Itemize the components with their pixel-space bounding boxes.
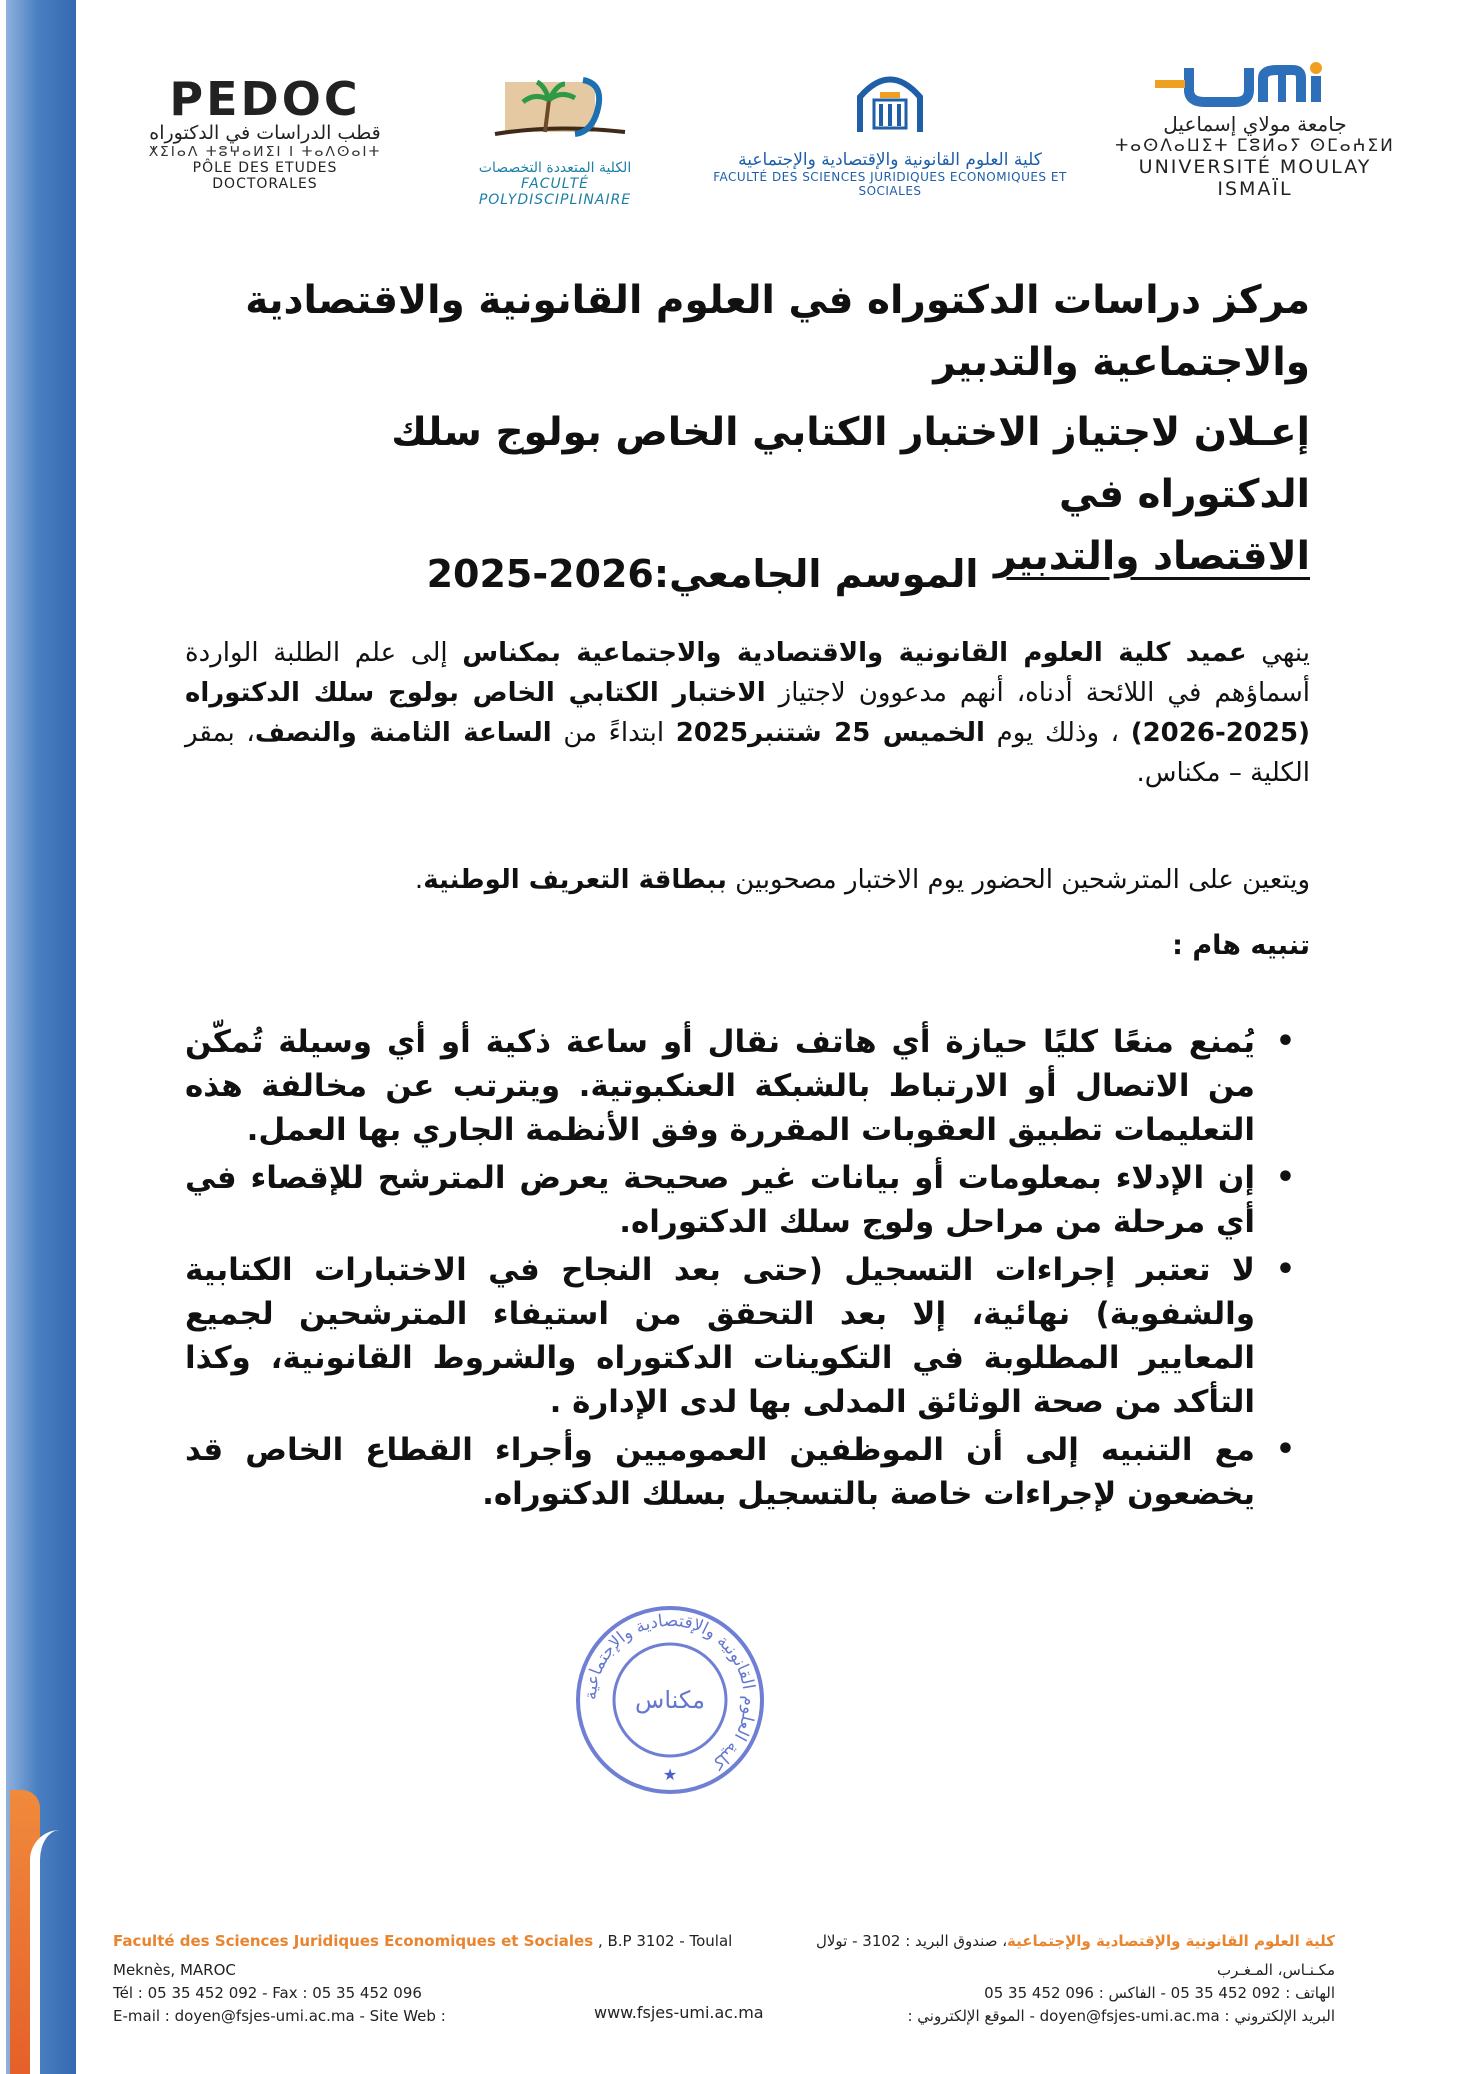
umi-arabic: جامعة مولاي إسماعيل (1163, 112, 1347, 136)
rule-item (185, 1428, 1295, 1516)
p1-exam: الاختبار الكتابي الخاص بولوج سلك الدكتوراه (2025-2026) (185, 678, 1311, 748)
pedoc-word: PEDOC (169, 72, 361, 126)
official-stamp (570, 1600, 770, 1800)
building-arch-icon (850, 62, 930, 142)
footer-bp: , B.P 3102 - Toulal (597, 1932, 733, 1950)
fsjes-french: FACULTÉ DES SCIENCES JURIDIQUES ECONOMIQUES ET SOCIALES (713, 170, 1067, 198)
footer-email: E-mail : doyen@fsjes-umi.ac.ma - Site Web : (113, 2007, 446, 2025)
left-decorative-bar (6, 0, 76, 2074)
p1-i: ، بمقر الكلية – مكناس. (185, 718, 1310, 788)
p1-c: إلى علم الطلبة الواردة أسماؤهم في اللائحة أدناه، أنهم مدعوون لاجتياز (185, 638, 1310, 708)
fsjes-logo (700, 62, 1080, 198)
p2-a: ويتعين على المترشحين الحضور يوم الاختبار مصحوبين (726, 865, 1310, 895)
rule-text: إن الإدلاء بمعلومات أو بيانات غير صحيحة يعرض المترشح للإقصاء في أي مرحلة من مراحل ولوج سلك الدكتوراه. (185, 1160, 1255, 1240)
p1-dean: عميد كلية العلوم القانونية والاقتصادية والاجتماعية بمكناس (462, 638, 1247, 668)
announcement-field: الاقتصاد والتدبير (993, 534, 1310, 579)
bullet-icon: • (1275, 1252, 1295, 1287)
warning-title: تنبيه هام : (1172, 930, 1310, 961)
bullet-icon: • (1275, 1160, 1295, 1195)
pedoc-logo (145, 72, 385, 192)
umi-tifinagh: ⵜⴰⵙⴷⴰⵡⵉⵜ ⵎⵓⵍⴰⵢ ⵙⵎⴰⵄⵉⵍ (1115, 136, 1395, 156)
fp-arabic: الكلية المتعددة التخصصات (478, 160, 632, 176)
fp-logo (455, 72, 655, 208)
left-bar-curve (30, 1830, 80, 2074)
bullet-icon: • (1275, 1024, 1295, 1059)
p1-date: الخميس 25 شتنبر2025 (675, 718, 985, 748)
season-title: الموسم الجامعي:2026-2025 (426, 552, 979, 596)
rule-text: مع التنبيه إلى أن الموظفين العموميين وأجراء القطاع الخاص قد يخضعون لإجراءات خاصة بالتسجيل بسلك الدكتوراه. (185, 1432, 1255, 1512)
star-icon: ★ (662, 1765, 678, 1784)
footer-phone-ar: الهاتف : 092 452 35 05 - الفاكس : 096 452 35 05 (984, 1984, 1335, 2002)
footer-faculty-fr: Faculté des Sciences Juridiques Economiques et Sociales (113, 1932, 594, 1950)
umi-wordmark-icon (1145, 62, 1365, 108)
rule-text: يُمنع منعًا كليًا حيازة أي هاتف نقال أو ساعة ذكية أو أي وسيلة تُمكّن من الاتصال أو الارتباط بالشبكة العنكبوتية. ويترتب عن مخالفة هذه التعليمات تطبيق العقوبات المقررة وفق الأنظمة الجاري بها العمل. (185, 1024, 1255, 1148)
p1-a: ينهي (1246, 638, 1310, 668)
id-card-paragraph (185, 860, 1310, 900)
announcement-main: إعـلان لاجتياز الاختبار الكتابي الخاص بولوج سلك الدكتوراه في (391, 410, 1310, 517)
fsjes-arabic: كلية العلوم القانونية والإقتصادية والإجتماعية (738, 150, 1042, 170)
p1-g: ابتداءً من (551, 718, 676, 748)
rule-item (185, 1248, 1295, 1424)
rule-text: لا تعتبر إجراءات التسجيل (حتى بعد النجاح في الاختبارات الكتابية والشفوية) نهائية، إلا بعد التحقق من استيفاء المترشحين لجميع المعايير المطلوبة في التكوينات الدكتوراه والشروط القانونية، وكذا التأكد من صحة الوثائق المدلى بها لدى الإدارة . (185, 1252, 1255, 1420)
stamp-ring-text: كلية العلوم القانونية والإقتصادية والإجتماعية (580, 1610, 760, 1774)
palm-tree-icon (465, 72, 645, 152)
p2-c: . (414, 865, 424, 895)
p1-time: الساعة الثامنة والنصف (254, 718, 552, 748)
fp-french: FACULTÉ POLYDISCIPLINAIRE (478, 176, 632, 208)
pedoc-arabic: قطب الدراسات في الدكتوراه (149, 122, 381, 144)
footer-city-ar: مكـنـاس، المـغـرب (1217, 1961, 1335, 1979)
footer-city: Meknès, MAROC (113, 1961, 236, 1979)
footer-email-ar: البريد الإلكتروني : doyen@fsjes-umi.ac.ma - الموقع الإلكتروني : (907, 2007, 1335, 2025)
p1-e: ، وذلك يوم (984, 718, 1131, 748)
stamp-center-text: مكناس (635, 1686, 705, 1714)
rule-item (185, 1020, 1295, 1152)
footer-faculty-ar: كلية العلوم القانونية والإقتصادية والإجتماعية (1007, 1932, 1335, 1950)
pedoc-tifinagh: ⵅⵉⵏⴰⴷ ⵜⵓⵖⴰⵍⵉⵏ ⵏ ⵜⴰⴷⵙⴰⵏⵜ (148, 144, 382, 160)
announcement-paragraph (185, 633, 1310, 793)
center-title: مركز دراسات الدكتوراه في العلوم القانونية والاقتصادية والاجتماعية والتدبير (245, 278, 1310, 385)
bullet-icon: • (1275, 1432, 1295, 1467)
footer-right (775, 1930, 1335, 2028)
footer-phone: Tél : 05 35 452 092 - Fax : 05 35 452 096 (113, 1984, 422, 2002)
p2-id-card: ببطاقة التعريف الوطنية (423, 865, 727, 895)
footer-bp-ar: ، صندوق البريد : 3102 - تولال (815, 1932, 1008, 1950)
rules-list (185, 1020, 1295, 1520)
footer-website[interactable]: www.fsjes-umi.ac.ma (594, 2003, 764, 2022)
umi-logo (1105, 62, 1405, 200)
umi-french: UNIVERSITÉ MOULAY ISMAÏL (1138, 156, 1372, 200)
pedoc-french: PÔLE DES ETUDES DOCTORALES (192, 160, 338, 192)
rule-item (185, 1156, 1295, 1244)
